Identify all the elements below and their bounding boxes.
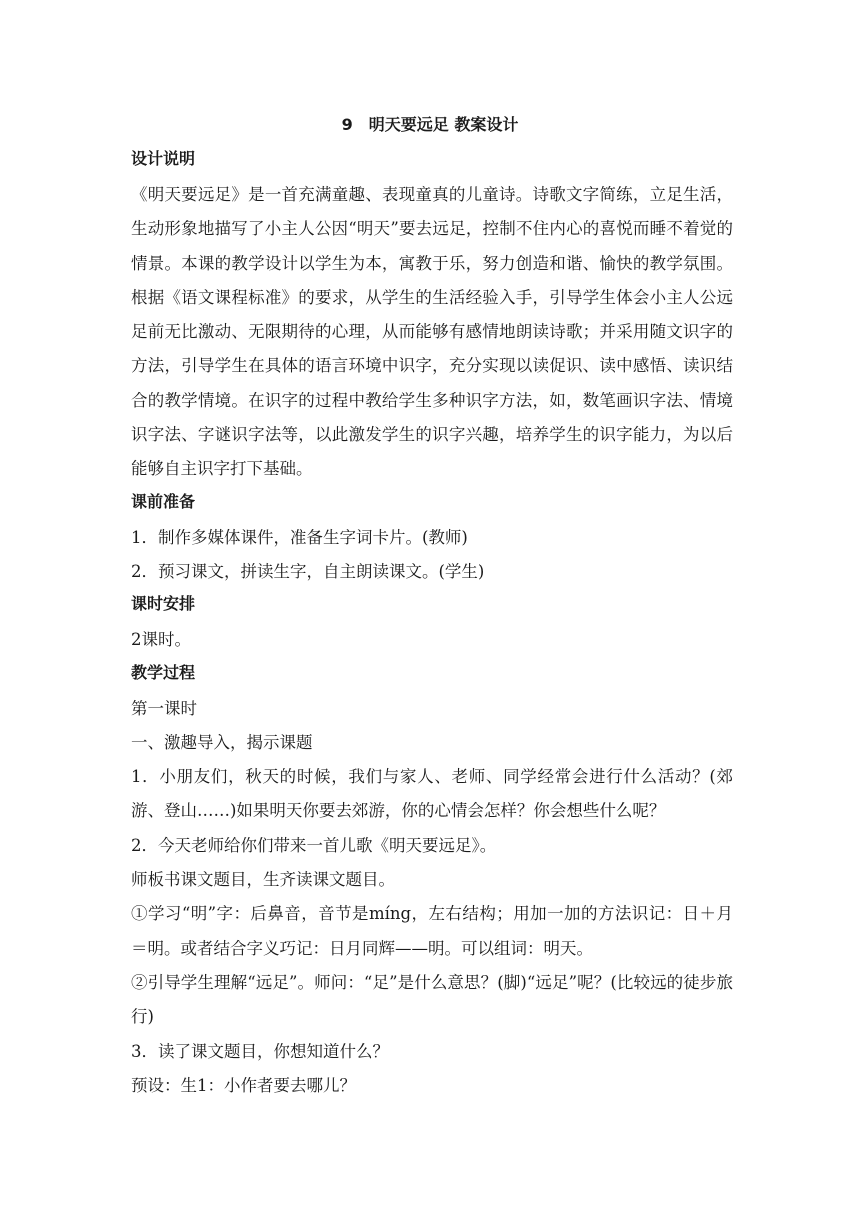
word-study-yuanzu: ②引导学生理解“远足”。师问：“足”是什么意思？(脚)“远足”呢？(比较远的徒步旅行) (131, 972, 733, 1027)
question-paragraph: 1．小朋友们，秋天的时候，我们与家人、老师、同学经常会进行什么活动？(郊游、登山……)如果明天你要去郊游，你的心情会怎样？你会想些什么呢？ (131, 767, 733, 821)
prep-item: 1．制作多媒体课件，准备生字词卡片。(教师) (131, 527, 468, 547)
section-heading-process: 教学过程 (131, 662, 196, 682)
character-study-ming: ①学习“明”字：后鼻音，音节是míng，左右结构；用加一加的方法识记：日＋月＝明。或者结合字义巧记：日月同辉——明。可以组词：明天。 (131, 904, 733, 958)
design-description: 《明天要远足》是一首充满童趣、表现童真的儿童诗。诗歌文字简练，立足生活，生动形象地描写了小主人公因“明天”要去远足，控制不住内心的喜悦而睡不着觉的情景。本课的教学设计以学生为本，寓教于乐，努力创造和谐、愉快的教学氛围。根据《语文课程标准》的要求，从学生的生活经验入手，引导学生体会小主人公远足前无比激动、无限期待的心理，从而能够有感情地朗读诗歌；并采用随文识字的方法，引导学生在具体的语言环境中识字，充分实现以读促识、读中感悟、读识结合的教学情境。在识字的过程中教给学生多种识字方法，如，数笔画识字法、情境识字法、字谜识字法等，以此激发学生的识字兴趣，培养学生的识字能力，为以后能够自主识字打下基础。 (131, 185, 733, 479)
preset-answer: 预设：生1：小作者要去哪儿？ (131, 1075, 356, 1095)
section-heading-prep: 课前准备 (131, 491, 196, 511)
prep-item: 2．预习课文，拼读生字，自主朗读课文。(学生) (131, 561, 485, 581)
document-body (131, 144, 733, 1103)
question-paragraph: 2．今天老师给你们带来一首儿歌《明天要远足》。 (131, 835, 497, 855)
step-heading: 一、激趣导入，揭示课题 (131, 732, 313, 752)
document-title: 9 明天要远足 教案设计 (341, 115, 519, 134)
section-heading-schedule: 课时安排 (131, 594, 196, 614)
lesson-label: 第一课时 (131, 698, 197, 718)
board-instruction: 师板书课文题目，生齐读课文题目。 (131, 870, 395, 890)
section-heading-design: 设计说明 (131, 149, 196, 168)
question-paragraph: 3．读了课文题目，你想知道什么？ (131, 1041, 389, 1061)
schedule-text: 2课时。 (131, 630, 191, 650)
